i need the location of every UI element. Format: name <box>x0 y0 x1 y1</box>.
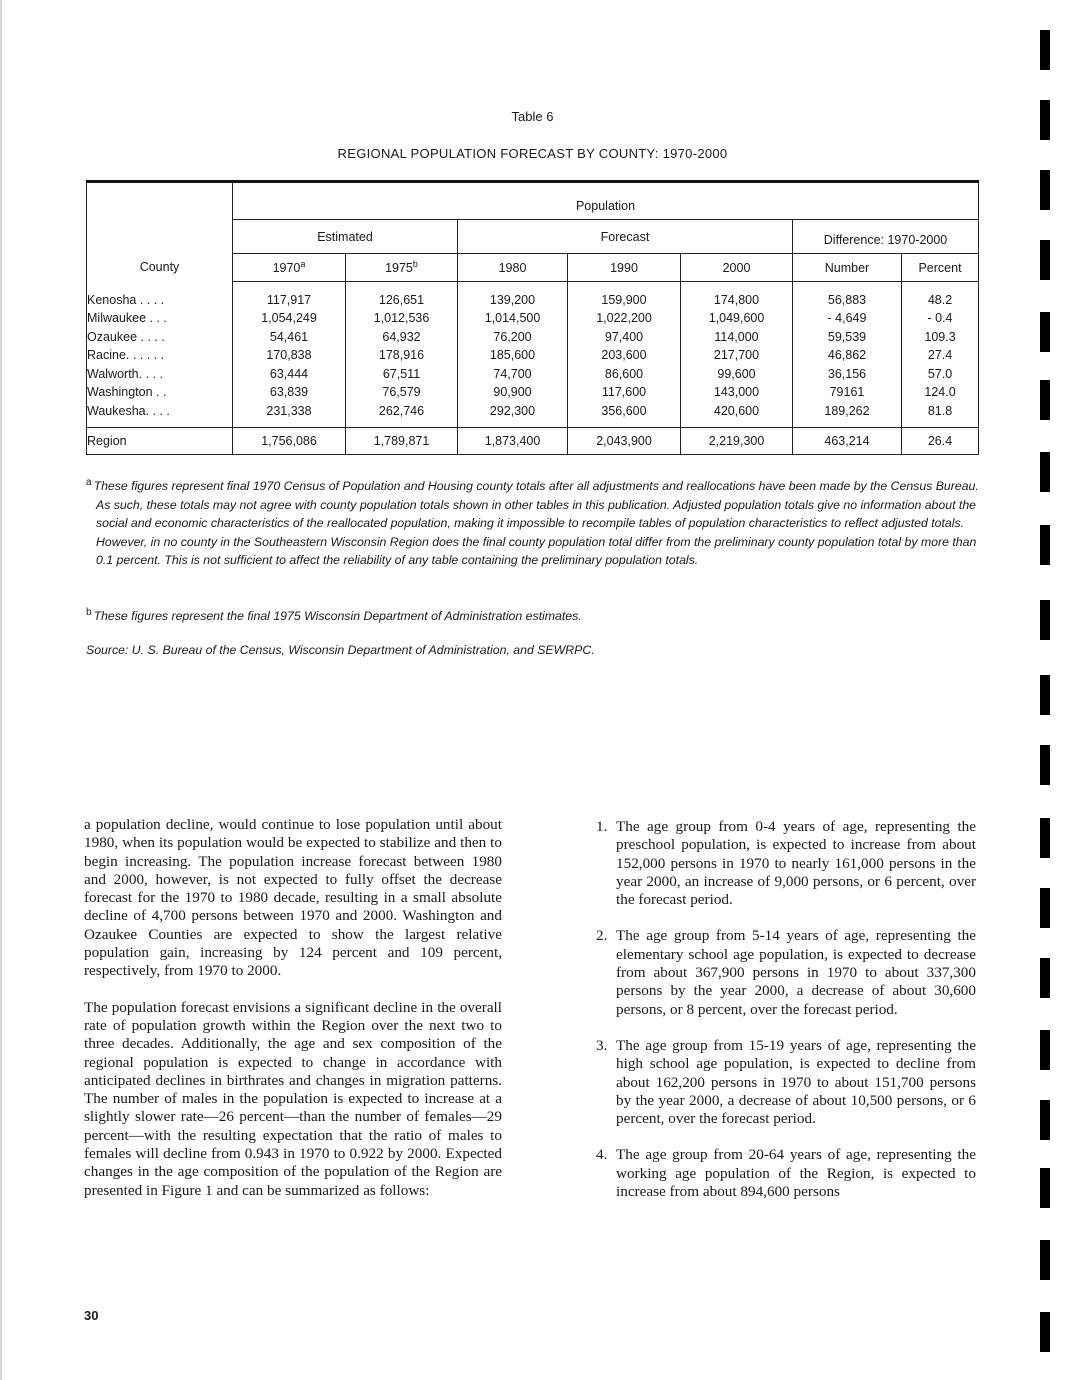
header-1990: 1990 <box>568 254 681 282</box>
margin-bar <box>1040 600 1050 640</box>
cell-2000: 217,700 <box>681 346 793 365</box>
list-item <box>596 927 976 1018</box>
list-item-text: The age group from 15-19 years of age, representing the high school age population, is expected to decline from about 162,200 persons in 1970 to about 151,700 persons by the year 2000, a decrease of about 10,500 persons, or 6 percent, over the forecast period. <box>616 1036 976 1128</box>
cell-1975: 76,579 <box>346 383 458 402</box>
header-forecast: Forecast <box>458 220 793 254</box>
margin-bar <box>1040 958 1050 998</box>
cell-1970: 63,444 <box>233 365 346 384</box>
region-1990: 2,043,900 <box>568 427 681 454</box>
cell-2000: 420,600 <box>681 402 793 421</box>
source-note: Source: U. S. Bureau of the Census, Wisconsin Department of Administration, and SEWRPC. <box>86 643 595 657</box>
margin-bar <box>1040 1240 1050 1280</box>
cell-county: Kenosha . . . . <box>87 291 233 310</box>
cell-number: 36,156 <box>793 365 902 384</box>
margin-bar <box>1040 888 1050 928</box>
cell-1990: 159,900 <box>568 291 681 310</box>
header-estimated: Estimated <box>233 220 458 254</box>
footnote-a <box>86 474 986 570</box>
cell-percent: 27.4 <box>902 346 979 365</box>
cell-1980: 292,300 <box>458 402 568 421</box>
cell-1970: 117,917 <box>233 291 346 310</box>
footnote-b-mark: b <box>86 607 92 618</box>
cell-county: Ozaukee . . . . <box>87 328 233 347</box>
cell-percent: - 0.4 <box>902 309 979 328</box>
list-item-number: 4. <box>596 1146 608 1164</box>
footnote-b-ref: b <box>412 259 418 270</box>
margin-bar <box>1040 675 1050 715</box>
margin-bar <box>1040 170 1050 210</box>
cell-number: 79161 <box>793 383 902 402</box>
cell-1975: 178,916 <box>346 346 458 365</box>
cell-percent: 109.3 <box>902 328 979 347</box>
cell-1980: 185,600 <box>458 346 568 365</box>
region-number: 463,214 <box>793 427 902 454</box>
cell-1990: 356,600 <box>568 402 681 421</box>
table-row <box>87 402 979 421</box>
margin-bar <box>1040 525 1050 565</box>
cell-1975: 64,932 <box>346 328 458 347</box>
cell-1970: 54,461 <box>233 328 346 347</box>
paragraph: The population forecast envisions a significant decline in the overall rate of population growth within the Region over the next two to three decades. Additionally, the age and sex composition of the regional population is expected to change in accordance with anticipated declines in birthrates and changes in migration patterns. The number of males in the population is expected to increase at a slightly slower rate—26 percent—than the number of females—29 percent—with the resulting expectation that the ratio of males to females will decline from 0.943 in 1970 to 0.922 by 2000. Expected changes in the age composition of the population of the Region are presented in Figure 1 and can be summarized as follows: <box>84 998 502 1199</box>
footnote-a-mark: a <box>86 477 92 488</box>
table-row <box>87 309 979 328</box>
cell-county: Walworth. . . . <box>87 365 233 384</box>
header-1980: 1980 <box>458 254 568 282</box>
cell-1975: 67,511 <box>346 365 458 384</box>
cell-1990: 97,400 <box>568 328 681 347</box>
margin-bar <box>1040 380 1050 420</box>
cell-number: - 4,649 <box>793 309 902 328</box>
cell-percent: 81.8 <box>902 402 979 421</box>
page-number: 30 <box>84 1308 99 1323</box>
table-row <box>87 346 979 365</box>
list-item-number: 3. <box>596 1036 608 1054</box>
footnote-b <box>86 604 986 626</box>
table-row-region <box>87 427 979 454</box>
population-forecast-table <box>86 180 979 455</box>
table-row <box>87 328 979 347</box>
list-item-text: The age group from 20-64 years of age, representing the working age population of the Region, is expected to increase from about 894,600 persons <box>616 1146 976 1201</box>
cell-county: Washington . . <box>87 383 233 402</box>
margin-bar <box>1040 100 1050 140</box>
margin-bar <box>1040 1312 1050 1352</box>
cell-2000: 1,049,600 <box>681 309 793 328</box>
header-population: Population <box>233 182 979 220</box>
region-2000: 2,219,300 <box>681 427 793 454</box>
cell-1990: 1,022,200 <box>568 309 681 328</box>
header-2000: 2000 <box>681 254 793 282</box>
margin-bar <box>1040 1168 1050 1208</box>
region-label: Region <box>87 427 233 454</box>
header-1970: 1970$^a$ <box>233 254 346 282</box>
cell-county: Milwaukee . . . <box>87 309 233 328</box>
region-1970: 1,756,086 <box>233 427 346 454</box>
margin-bar <box>1040 30 1050 70</box>
header-difference: Difference: 1970-2000 <box>793 220 979 254</box>
scan-edge <box>0 0 2 1380</box>
cell-1970: 1,054,249 <box>233 309 346 328</box>
cell-1980: 139,200 <box>458 291 568 310</box>
list-item-text: The age group from 5-14 years of age, representing the elementary school age population, is expected to decrease from about 367,900 persons in 1970 to about 337,300 persons by the year 2000, a decrease of about 30,600 persons, or 8 percent, over the forecast period. <box>616 927 976 1018</box>
list-item-number: 1. <box>596 818 608 835</box>
cell-number: 59,539 <box>793 328 902 347</box>
table-row <box>87 383 979 402</box>
margin-bar <box>1040 312 1050 352</box>
header-county: County <box>87 182 233 282</box>
margin-bar <box>1040 240 1050 280</box>
cell-1990: 203,600 <box>568 346 681 365</box>
list-item <box>596 818 976 909</box>
cell-1975: 262,746 <box>346 402 458 421</box>
right-column <box>596 818 976 1219</box>
cell-1975: 126,651 <box>346 291 458 310</box>
table-number: Table 6 <box>511 109 554 124</box>
list-item-text: The age group from 0-4 years of age, representing the preschool population, is expected to increase from about 152,000 persons in 1970 to nearly 161,000 persons in the year 2000, an increase of 9,000 persons, or 6 percent, over the forecast period. <box>616 818 976 909</box>
region-percent: 26.4 <box>902 427 979 454</box>
margin-bar <box>1040 1100 1050 1140</box>
margin-bar <box>1040 452 1050 492</box>
left-column <box>84 816 502 1218</box>
table-title: REGIONAL POPULATION FORECAST BY COUNTY: 1970-2000 <box>337 146 728 161</box>
list-item <box>596 1037 976 1128</box>
list-item-number: 2. <box>596 927 608 945</box>
cell-percent: 124.0 <box>902 383 979 402</box>
paragraph: a population decline, would continue to lose population until about 1980, when its population would be expected to stabilize and then to begin increasing. The population increase forecast between 1980 and 2000, however, is not expected to fully offset the decrease forecast for the 1970 to 1980 decade, resulting in a small absolute decline of 4,700 persons between 1970 and 2000. Washington and Ozaukee Counties are expected to show the largest relative population gain, increasing by 124 percent and 109 percent, respectively, from 1970 to 2000. <box>84 816 502 980</box>
cell-2000: 174,800 <box>681 291 793 310</box>
cell-1975: 1,012,536 <box>346 309 458 328</box>
cell-2000: 143,000 <box>681 383 793 402</box>
cell-2000: 114,000 <box>681 328 793 347</box>
cell-1980: 76,200 <box>458 328 568 347</box>
cell-1970: 231,338 <box>233 402 346 421</box>
cell-percent: 57.0 <box>902 365 979 384</box>
margin-bar <box>1040 1030 1050 1070</box>
cell-county: Waukesha. . . . <box>87 402 233 421</box>
cell-1980: 90,900 <box>458 383 568 402</box>
header-percent: Percent <box>902 254 979 282</box>
cell-1980: 1,014,500 <box>458 309 568 328</box>
cell-1990: 117,600 <box>568 383 681 402</box>
margin-bar <box>1040 818 1050 858</box>
cell-percent: 48.2 <box>902 291 979 310</box>
header-number: Number <box>793 254 902 282</box>
footnote-a-text: These figures represent final 1970 Census of Population and Housing county totals after all adjustments and reallocations have been made by the Census Bureau. As such, these totals may not agree with county population totals shown in other tables in this publication. Adjusted population totals give no information about the social and economic characteristics of the reallocated population, making it impossible to recompile tables of population characteristics to reflect adjusted totals. However, in no county in the Southeastern Wisconsin Region does the final county population total differ from the preliminary county population total by more than 0.1 percent. This is not sufficient to affect the reliability of any table containing the preliminary population totals. <box>93 479 979 568</box>
region-1975: 1,789,871 <box>346 427 458 454</box>
cell-number: 56,883 <box>793 291 902 310</box>
list-item <box>596 1146 976 1201</box>
cell-1970: 63,839 <box>233 383 346 402</box>
table-row <box>87 291 979 310</box>
cell-number: 46,862 <box>793 346 902 365</box>
cell-1980: 74,700 <box>458 365 568 384</box>
region-1980: 1,873,400 <box>458 427 568 454</box>
cell-1990: 86,600 <box>568 365 681 384</box>
cell-county: Racine. . . . . . <box>87 346 233 365</box>
footnote-a-ref: a <box>300 259 306 270</box>
cell-1970: 170,838 <box>233 346 346 365</box>
cell-number: 189,262 <box>793 402 902 421</box>
cell-2000: 99,600 <box>681 365 793 384</box>
table-row <box>87 365 979 384</box>
footnote-b-text: These figures represent the final 1975 Wisconsin Department of Administration estimates. <box>93 609 582 624</box>
header-1975: 1975$^b$ <box>346 254 458 282</box>
margin-bar <box>1040 745 1050 785</box>
